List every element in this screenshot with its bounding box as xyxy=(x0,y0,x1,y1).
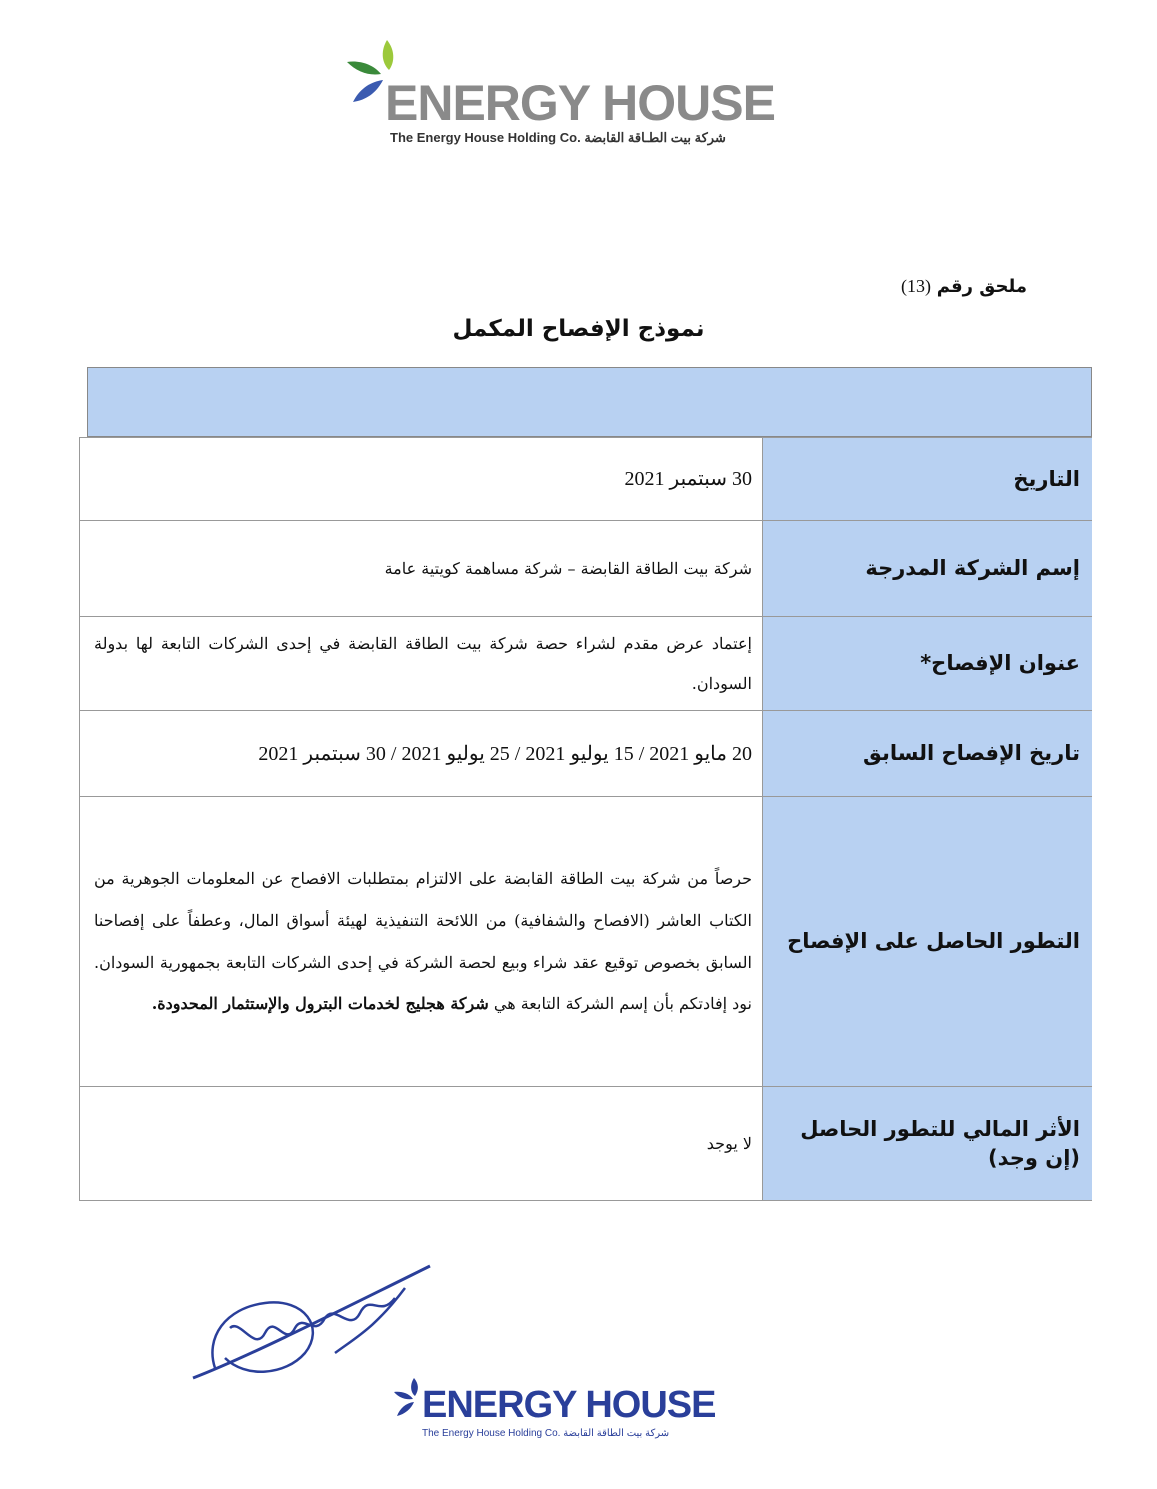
annex-value: (13) xyxy=(901,276,932,296)
table-row-development xyxy=(79,797,1092,1087)
company-stamp xyxy=(392,1376,716,1456)
logo-brand-text: ENERGY HOUSE xyxy=(385,75,775,131)
development-text-bold: شركة هجليج لخدمات البترول والإستثمار المحدودة. xyxy=(151,994,489,1014)
annex-label: ملحق رقم xyxy=(936,276,1027,297)
logo-subtitle-ar: شركة بيت الطـاقة القابضة xyxy=(584,130,726,145)
table-row-previous-disclosure xyxy=(79,711,1092,797)
row-value xyxy=(79,797,762,1086)
row-label: عنوان الإفصاح* xyxy=(762,617,1092,710)
disclosure-title-text: إعتماد عرض مقدم لشراء حصة شركة بيت الطاقة القابضة في إحدى الشركات التابعة لها بدولة السودان. xyxy=(94,633,753,693)
development-text xyxy=(94,858,752,1024)
table-row-date xyxy=(79,437,1092,521)
row-value: شركة بيت الطاقة القابضة – شركة مساهمة كويتية عامة xyxy=(79,521,762,616)
stamp-brand-text: ENERGY HOUSE xyxy=(422,1384,716,1426)
stamp-subtitle: The Energy House Holding Co. شركة بيت الطاقة القابضة xyxy=(422,1428,670,1439)
development-text-regular: حرصاً من شركة بيت الطاقة القابضة على الالتزام بمتطلبات الافصاح عن المعلومات الجوهرية من الكتاب العاشر (الافصاح والشفافية) من اللائحة التنفيذية لهيئة أسواق المال، وعطفاً على إفصاحنا السابق بخصوص توقيع عقد شراء وبيع لحصة الشركة في إحدى الشركات التابعة بجمهورية السودان. نود إفادتكم بأن إسم الشركة التابعة هي xyxy=(94,869,753,1014)
row-label: التاريخ xyxy=(762,438,1092,520)
row-label: الأثر المالي للتطور الحاصل (إن وجد) xyxy=(762,1087,1092,1200)
table-row-financial-impact xyxy=(79,1087,1092,1201)
table-row-disclosure-title xyxy=(79,617,1092,711)
stamp-leaves-icon xyxy=(392,1376,426,1420)
row-label: التطور الحاصل على الإفصاح xyxy=(762,797,1092,1086)
row-label: تاريخ الإفصاح السابق xyxy=(762,711,1092,796)
row-value xyxy=(79,711,762,796)
row-label: إسم الشركة المدرجة xyxy=(762,521,1092,616)
table-header-band xyxy=(87,367,1092,437)
previous-dates: 20 مايو 2021 / 15 يوليو 2021 / 25 يوليو 2021 / 30 سبتمبر 2021 xyxy=(258,742,752,765)
row-value xyxy=(79,617,762,710)
table-row-company-name xyxy=(79,521,1092,617)
row-value: لا يوجد xyxy=(79,1087,762,1200)
page-title: نموذج الإفصاح المكمل xyxy=(452,316,705,342)
date-value: 30 سبتمبر 2021 xyxy=(624,468,752,490)
row-value xyxy=(79,438,762,520)
company-logo xyxy=(345,38,815,158)
annex-number xyxy=(901,276,1027,297)
logo-subtitle xyxy=(390,130,726,146)
logo-subtitle-en: The Energy House Holding Co. xyxy=(390,130,581,145)
